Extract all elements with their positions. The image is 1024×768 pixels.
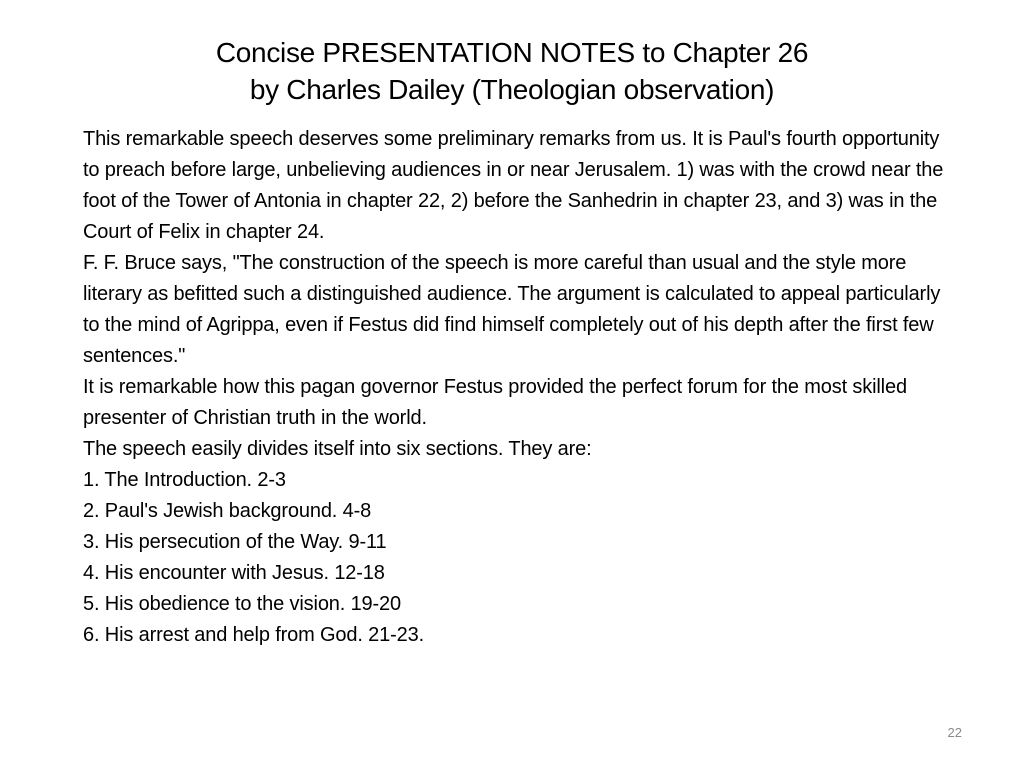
paragraph-festus-forum: It is remarkable how this pagan governor Festus provided the perfect forum for the most skilled presenter of Christian truth in the world. [83,376,907,429]
paragraph-bruce-quote: F. F. Bruce says, "The construction of the speech is more careful than usual and the style more literary as befitted such a distinguished audience. The argument is calculated to appeal particularly to the mind of Agrippa, even if Festus did find himself completely out of his depth after the first few sentences." [83,252,941,367]
title-line-2: by Charles Dailey (Theologian observation) [249,74,775,105]
paragraph-sections-intro: The speech easily divides itself into six sections. They are: [83,438,592,460]
paragraph-intro: This remarkable speech deserves some preliminary remarks from us. It is Paul's fourth opportunity to preach before large, unbelieving audiences in or near Jerusalem. 1) was with the crowd near the foot of the Tower of Antonia in chapter 22, 2) before the Sanhedrin in chapter 23, and 3) was in the Court of Felix in chapter 24. [83,128,944,243]
slide-title [80,34,944,108]
list-item: 6. His arrest and help from God. 21-23. [83,624,424,646]
sections-list [83,465,953,651]
title-line-1: Concise PRESENTATION NOTES to Chapter 26 [215,37,809,68]
list-item: 4. His encounter with Jesus. 12-18 [83,562,385,584]
list-item: 5. His obedience to the vision. 19-20 [83,593,401,615]
list-item: 3. His persecution of the Way. 9-11 [83,531,387,553]
list-item: 1. The Introduction. 2-3 [83,469,286,491]
slide-body [83,124,953,651]
page-number: 22 [947,725,962,740]
list-item: 2. Paul's Jewish background. 4-8 [83,500,372,522]
